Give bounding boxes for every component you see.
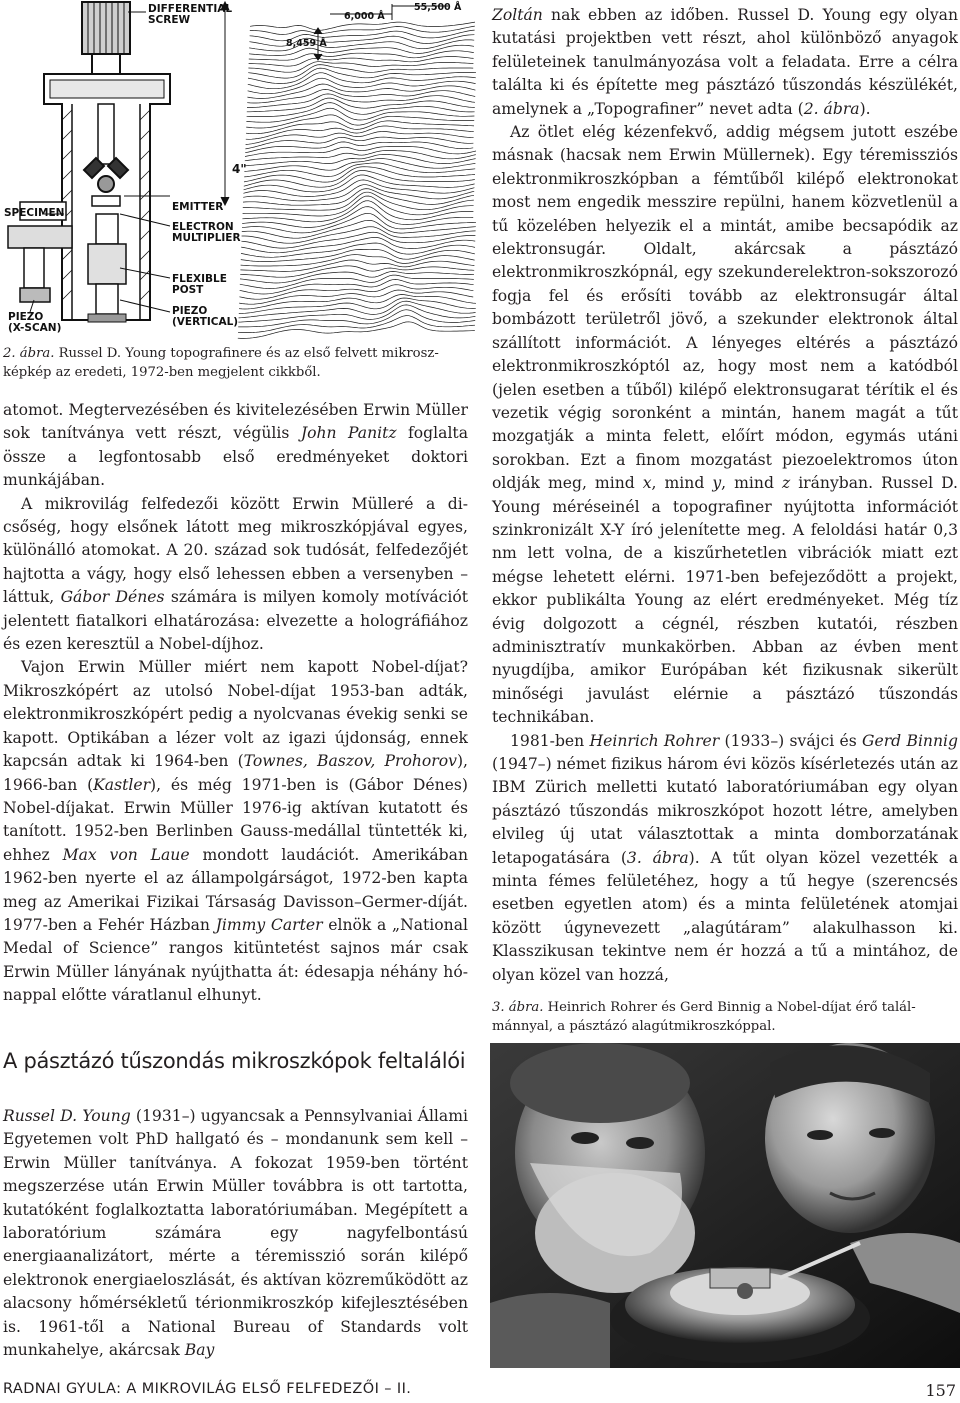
- scan-trace: [238, 316, 475, 333]
- italic-name: Gábor Dénes: [60, 588, 165, 607]
- figure-2: [0, 0, 478, 342]
- label-specimen: SPECIMEN: [4, 207, 65, 219]
- label-differential-screw: DIFFERENTIAL SCREW: [148, 3, 233, 26]
- label-dim-4in: 4": [232, 162, 247, 176]
- text: foglalta össze a legfontosabb első eredményeket doktori munkájában.: [3, 424, 468, 490]
- text: számára is milyen komoly motívációt jelentett fiatalkori elhatározása: elvezette a holográfiához és ezen keresztül a Nobel-díjhoz.: [3, 588, 468, 654]
- text: atomot. Megtervezésében és kivitelezésében Erwin Müller sok tanítványa vett részt, végülis: [3, 401, 468, 443]
- scan-trace: [243, 192, 474, 210]
- label-dim-6000: 6,000 Å: [344, 11, 385, 22]
- paragraph: [3, 1105, 468, 1362]
- text: ), és még 1971-ben is (Gábor Dénes) Nobel-díjakat. Erwin Müller 1976-ig aktívan kutatott és tanított. 1952-ben Berlinben Gauss-medállal tüntették ki, ehhez: [3, 775, 468, 864]
- rohrer-binnig-photo: [490, 1043, 960, 1368]
- scan-trace: [250, 22, 475, 30]
- paragraph: [492, 730, 958, 987]
- label-flexible-post: FLEXIBLE POST: [172, 273, 227, 296]
- scan-trace: [244, 159, 475, 172]
- left-column-bottom: [3, 1105, 468, 1362]
- paragraph: [492, 121, 958, 730]
- italic-name: John Panitz: [300, 424, 397, 443]
- scan-trace: [244, 171, 475, 188]
- italic-name: Gerd Binnig: [862, 731, 958, 750]
- italic-name: Bay: [184, 1341, 215, 1360]
- italic-var: z: [781, 474, 791, 493]
- footer-running-title: RADNAI GYULA: A MIKROVILÁG ELSŐ FELFEDEZŐI – II.: [3, 1381, 412, 1397]
- italic-ref: 2. ábra: [803, 99, 860, 118]
- scan-trace: [244, 175, 475, 192]
- text: , mind: [721, 474, 782, 493]
- scan-trace: [248, 65, 473, 79]
- text: irányban. Russel D. Young méréseinél a topografiner nyújtotta információt szinkronizált X-Y író jelenítette meg. A feloldási határ 0,3 nm lett volna, de a kiszűrhetetlen vibrációk miatt ezt mégse lehetett elérni. 1971-ben befejeződött a projekt, ekkor publikálta Young az elért eredményeket. Még tíz évig dolgozott a cégnél, részben kutatói, részben adminisztratív munkakörben. Abban az évben ment nyugdíjba, amikor Európában két fizikusnak sikerült minőségi javulást elérnie a pásztázó tűszondás technikában.: [492, 474, 959, 727]
- italic-name: Townes, Baszov, Prohorov: [243, 752, 457, 771]
- label-electron-multiplier: ELECTRON MULTIPLIER: [172, 221, 241, 244]
- figure-3-caption-text: Heinrich Rohrer és Gerd Binnig a Nobel-díjat érő találmánnyal, a pásztázó alagútmikroszkóppal.: [492, 1000, 916, 1034]
- scan-trace: [248, 68, 476, 83]
- figure-2-caption-lead: 2. ábra.: [3, 346, 55, 361]
- text: A mikrovilág felfedezői között Erwin Mülleré a dicsőség, hogy elsőnek látott meg mikroszkópjával egyes, különálló atomokat. A 20. század sok tudósát, felfedezőjét hajtotta a vágy, hogy első lehessen ebben a versenyben – láttuk,: [3, 494, 468, 607]
- scan-trace: [238, 305, 475, 322]
- scan-trace: [246, 115, 474, 128]
- figure-3-photo: [490, 1043, 960, 1368]
- text: ), 1966-ban (: [3, 752, 468, 794]
- scan-trace: [246, 132, 474, 145]
- italic-name: Kastler: [93, 775, 151, 794]
- left-column-top: [3, 399, 468, 1008]
- scan-trace: [248, 62, 473, 72]
- figure-2-caption-text: Russel D. Young topografinere és az első felvett mikroszképkép az eredeti, 1972-ben megjelent cikkből.: [3, 346, 439, 380]
- text: ).: [859, 99, 871, 118]
- figure-3-caption-lead: 3. ábra.: [492, 1000, 544, 1015]
- italic-name: Heinrich Rohrer: [589, 731, 720, 750]
- italic-name: Max von Laue: [62, 845, 190, 864]
- text: (1931–) ugyancsak a Pennsylvaniai Állami Egyetemen volt PhD hallgató és – mondanunk sem kell – Erwin Müller tanítványa. A fokozat 1959-ben történt megszerzése után Erwin Müller továbbra is ott tartotta, kutatóként foglalkoztatta laboratóriumában. Megépített a laboratórium számára egy nagyfelbontású energiaanalizátort, mérte a téremisszió során kilépő elektronok energiaeloszlását, és aktívan közreműködött az alacsony hőmérsékletű térionmikroszkóp kifejlesztésében is. 1961-től a National Bureau of Standards volt munkahelye, akárcsak: [3, 1107, 468, 1360]
- section-heading: A pásztázó tűszondás mikroszkópok feltalálói: [3, 1049, 466, 1073]
- label-piezo-vertical: PIEZO (VERTICAL): [172, 305, 239, 328]
- scan-trace: [246, 121, 474, 134]
- scan-trace: [248, 78, 476, 94]
- scan-trace: [243, 189, 474, 206]
- paragraph: [3, 656, 468, 1007]
- right-column: [492, 4, 958, 987]
- figure-3-caption: [492, 998, 958, 1036]
- text: elnök a „National Medal of Science” rangos kitüntetést sajnos már csak Erwin Müller lányának nyújthatta át: édesapja néhány hónappal előtte váratlanul elhunyt.: [3, 915, 469, 1005]
- scan-trace: [249, 45, 474, 55]
- text: (1947–) német fizikus három évi közös kísérletezés után az IBM Zürich melletti kutató laboratóriumában egy olyan pásztázó tűszondás mikroszkópot hozott létre, amelyben elvileg új utat választottak a minta domborzatának letapogatására (: [492, 755, 958, 867]
- text: (1933–) svájci és: [719, 731, 863, 750]
- scan-trace: [246, 126, 474, 139]
- page-number: 157: [925, 1381, 956, 1400]
- label-piezo-xscan: PIEZO (X-SCAN): [8, 311, 62, 334]
- paragraph: [3, 493, 468, 657]
- scan-traces: [238, 22, 476, 338]
- paragraph: [492, 4, 958, 121]
- scan-trace: [243, 180, 474, 197]
- text: , mind: [651, 474, 713, 493]
- label-dim-55500: 55,500 Å: [414, 2, 462, 13]
- label-dim-8459: 8,459 Å: [286, 38, 327, 49]
- scan-trace: [245, 142, 473, 153]
- paragraph: [3, 399, 468, 493]
- scan-trace: [238, 310, 475, 327]
- scan-trace: [245, 137, 473, 149]
- text: 1981-ben: [510, 731, 590, 750]
- italic-name: Jimmy Carter: [215, 915, 323, 934]
- text: mondott laudációt. Amerikában 1962-ben nyerte el az állampolgárságot, 1972-ben kapta meg az Amerikai Fizikai Társaság Davisson–Germer-díját. 1977-ben a Fehér Házban: [3, 845, 469, 934]
- scan-trace: [241, 249, 475, 261]
- text: nak ebben az időben. Russel D. Young egy olyan kutatási projektben vett részt, ahol különböző anyagok felületeinek tanulmányozása volt a feladata. Erre a célra találta ki és építette meg pásztázó tűszondás készülékét, amelynek a „Topografiner” nevet adta (: [492, 6, 958, 118]
- scan-trace: [241, 243, 475, 257]
- scan-trace: [238, 322, 475, 339]
- label-emitter: EMITTER: [172, 201, 224, 213]
- figure-2-caption: [3, 344, 468, 382]
- italic-var: y: [712, 474, 722, 493]
- text: Az ötlet elég kézenfekvő, addig mégsem jutott eszébe másnak (hacsak nem Erwin Müllernek). Egy téremissziós elektronmikroszkópban a fémtűből kilépő elektronokat most nem engedik messzire repülni, hanem közvetlenül a tű közelében helyezik el a mintát, amibe becsapódik az elektronsugár. Oldalt, akárcsak a pásztázó elektronmikroszkópnál, egy szekunderelektron-sokszorozó fogja fel és erősíti tovább az elektronsugár által bombázott területről jövő, a szekunder elektronok által szállított információt. A lényeges eltérés a pásztázó elektronmikroszkóptól az, hogy most nem a katódból (jelen esetben a tűből) kilépő elektronsugarat térítik el és vezetik végig soronként a mintán, hanem magát a tűt mozgatják a minta felett, előírt módon, egymás utáni sorokban. Ezt a finom mozgatást piezoelektromos úton oldják meg, mind: [492, 123, 958, 493]
- italic-name: Russel D. Young: [3, 1107, 131, 1125]
- italic-name: Zoltán: [492, 6, 543, 24]
- italic-var: x: [642, 474, 652, 493]
- text: Vajon Erwin Müller miért nem kapott Nobel-díjat? Mikroszkópért az utolsó Nobel-díjat 1953-ban adták, elektronmikroszkópért pedig a nyolcvanas évekig senki se kapott. Optikában a lézer volt az igazi újdonság, ennek kapcsán adtak ki 1964-ben (: [3, 658, 468, 771]
- text: ). A tűt olyan közel vezették a minta fémes felületéhez, hogy a tű hegye (szerencsés esetben egyetlen atom) és a minta felületének atomjai között úgynevezett „alagútáram” alakulhasson ki. Klasszikusan tekintve nem ér hozzá a tű a mintához, de olyan közel van hozzá,: [492, 848, 958, 984]
- italic-ref: 3. ábra: [626, 848, 689, 867]
